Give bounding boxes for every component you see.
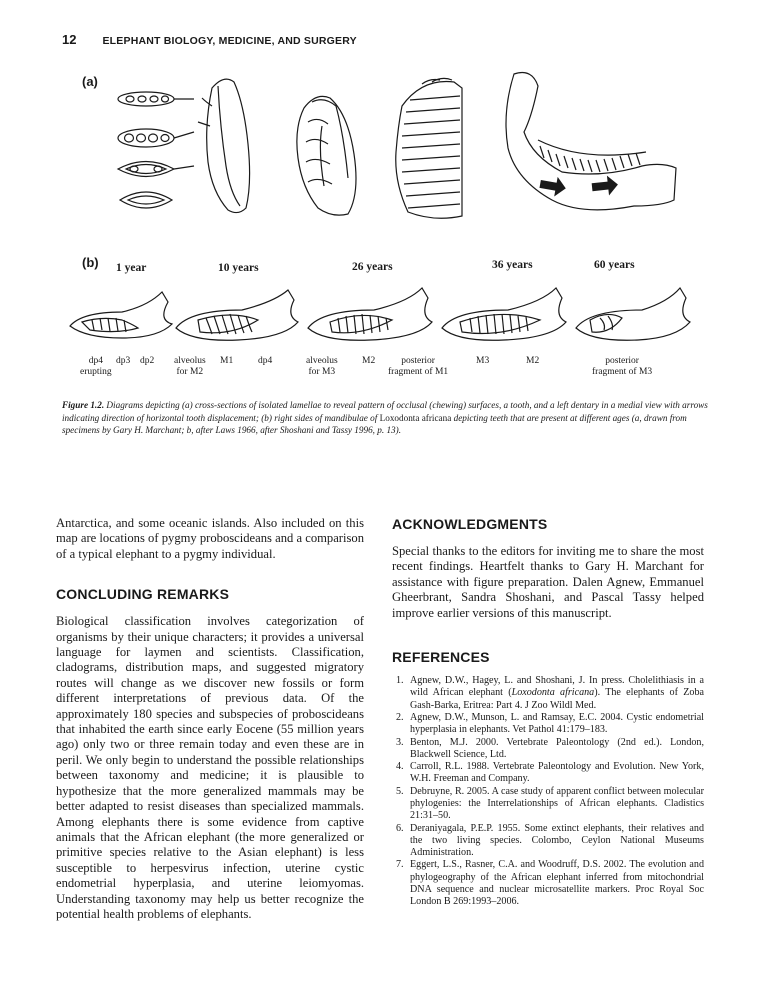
figure-1-2 [62, 66, 712, 391]
caption-text-1: Diagrams depicting (a) cross-sections of isolated lamellae to reveal pattern of occlusal (chewing) surfaces, a tooth, and a left dentary in a medial view with arrows indicating direction of horizontal tooth displacement; (b) right sides of mandibulae of [62, 400, 708, 423]
age-label-3: 26 years [352, 261, 393, 273]
page-number: 12 [62, 32, 77, 47]
concluding-remarks-heading: CONCLUDING REMARKS [56, 586, 230, 603]
label-m3: M3 [476, 356, 490, 366]
caption-text-2: depicting teeth that are present at different ages (a, drawn from specimens by Gary H. Marchant; b, after Laws 1966, after Shoshani and Tassy 1996, p. 13). [62, 412, 687, 435]
references-heading: REFERENCES [392, 649, 490, 666]
mandible-60-years [576, 288, 690, 340]
label-posterior-m3: posterior fragment of M3 [592, 356, 653, 377]
mandible-1-year [70, 292, 172, 338]
panel-a-label: (a) [82, 74, 98, 89]
label-dp3: dp3 [116, 356, 131, 366]
mandible-26-years [308, 288, 432, 340]
reference-item: 6. Deraniyagala, P.E.P. 1955. Some extinct elephants, their relatives and the two living species. Colombo, Ceylon National Museums Administration. [396, 822, 704, 859]
book-title: ELEPHANT BIOLOGY, MEDICINE, AND SURGERY [102, 35, 357, 47]
tooth-fragment [297, 96, 356, 215]
age-label-5: 60 years [594, 259, 635, 271]
figure-caption [62, 399, 712, 437]
references-list [392, 675, 704, 909]
displacement-arrows [538, 174, 619, 198]
intro-paragraph: Antarctica, and some oceanic islands. Also included on this map are locations of pygmy proboscideans and a comparison of a typical elephant to a pygmy individual. [56, 516, 364, 561]
figure-drawing [62, 66, 712, 391]
reference-item: 4. Carroll, R.L. 1988. Vertebrate Paleontology and Evolution. New York, W.H. Freeman and Company. [396, 761, 704, 785]
reference-item: 7. Eggert, L.S., Rasner, C.A. and Woodruff, D.S. 2002. The evolution and phylogeography of the African elephant inferred from mitochondrial DNA sequence and nuclear microsatellite markers. Proc Royal Soc London B 269:1993–2006. [396, 859, 704, 908]
reference-item: 1. Agnew, D.W., Hagey, L. and Shoshani, J. In press. Cholelithiasis in a wild African elephant (Loxodonta africana). The elephants of Zoba Gash-Barka, Eritrea: Part 4. J Zoo Wildl Med. [396, 675, 704, 711]
label-dp4-erupting: dp4 erupting [80, 356, 112, 377]
caption-species: Loxodonta africana [379, 412, 452, 423]
age-label-2: 10 years [218, 262, 259, 274]
panel-b-label: (b) [82, 255, 99, 270]
mandible-10-years [176, 290, 298, 340]
label-dp2: dp2 [140, 356, 155, 366]
label-m2-first: M2 [362, 356, 376, 366]
label-posterior-m1: posterior fragment of M1 [388, 356, 449, 377]
left-dentary [506, 73, 676, 210]
label-alveolus-m3: alveolus for M3 [306, 356, 338, 377]
right-column [392, 516, 704, 909]
acknowledgments-paragraph: Special thanks to the editors for inviting me to share the most recent findings. Heartfelt thanks to Gary H. Marchant for assistance with figure preparation. Dalen Agnew, Emmanuel Gheerbrant, Sandra Shoshani, and Pascal Tassy helped improve earlier versions of this manuscript. [392, 544, 704, 620]
molar-tooth [396, 78, 462, 218]
label-alveolus-m2: alveolus for M2 [174, 356, 206, 377]
label-dp4: dp4 [258, 356, 273, 366]
acknowledgments-heading: ACKNOWLEDGMENTS [392, 516, 548, 532]
concluding-paragraph: Biological classification involves categorization of organisms by their unique characters; it provides a universal language for laymen and scientists. Classification, cladograms, distribution maps, and suggested migratory routes will change as we discover new fossils or form different interpretations of previous data. Of the approximately 180 species and subspecies of proboscideans that inhabited the earth since early Eocene (55 million years ago) only two or three remain today and even these are in peril. We only begin to understand the possible relationships between taxonomy and medicine; it is plausible to hypothesize that the more generalized mammals may be better adapted to resist diseases than specialized mammals. Among elephants there is some evidence from captive animals that the African elephant (the more generalized or primitive species relative to the Asian elephant) is less susceptible to herpesvirus infection, uterine cystic endometrial hyperplasia, and uterine leiomyomas. Understanding taxonomy may help us better recognize the potential health problems of elephants. [56, 614, 364, 921]
running-head [62, 32, 357, 47]
label-m1: M1 [220, 356, 234, 366]
age-label-4: 36 years [492, 259, 533, 271]
label-m2-second: M2 [526, 356, 540, 366]
age-label-1: 1 year [116, 262, 147, 274]
reference-item: 3. Benton, M.J. 2000. Vertebrate Paleontology (2nd ed.). London, Blackwell Science, Ltd. [396, 736, 704, 760]
left-column [56, 516, 364, 922]
lamella-cross-sections [118, 92, 194, 208]
figure-number: Figure 1.2. [62, 400, 105, 410]
single-lamella [198, 79, 250, 212]
reference-item: 2. Agnew, D.W., Munson, L. and Ramsay, E.C. 2004. Cystic endometrial hyperplasia in elephants. Vet Pathol 41:179–183. [396, 711, 704, 736]
mandible-36-years [442, 288, 566, 340]
reference-item: 5. Debruyne, R. 2005. A case study of apparent conflict between molecular phylogenies: the Interrelationships of African elephants. Cladistics 21:31–50. [396, 785, 704, 822]
